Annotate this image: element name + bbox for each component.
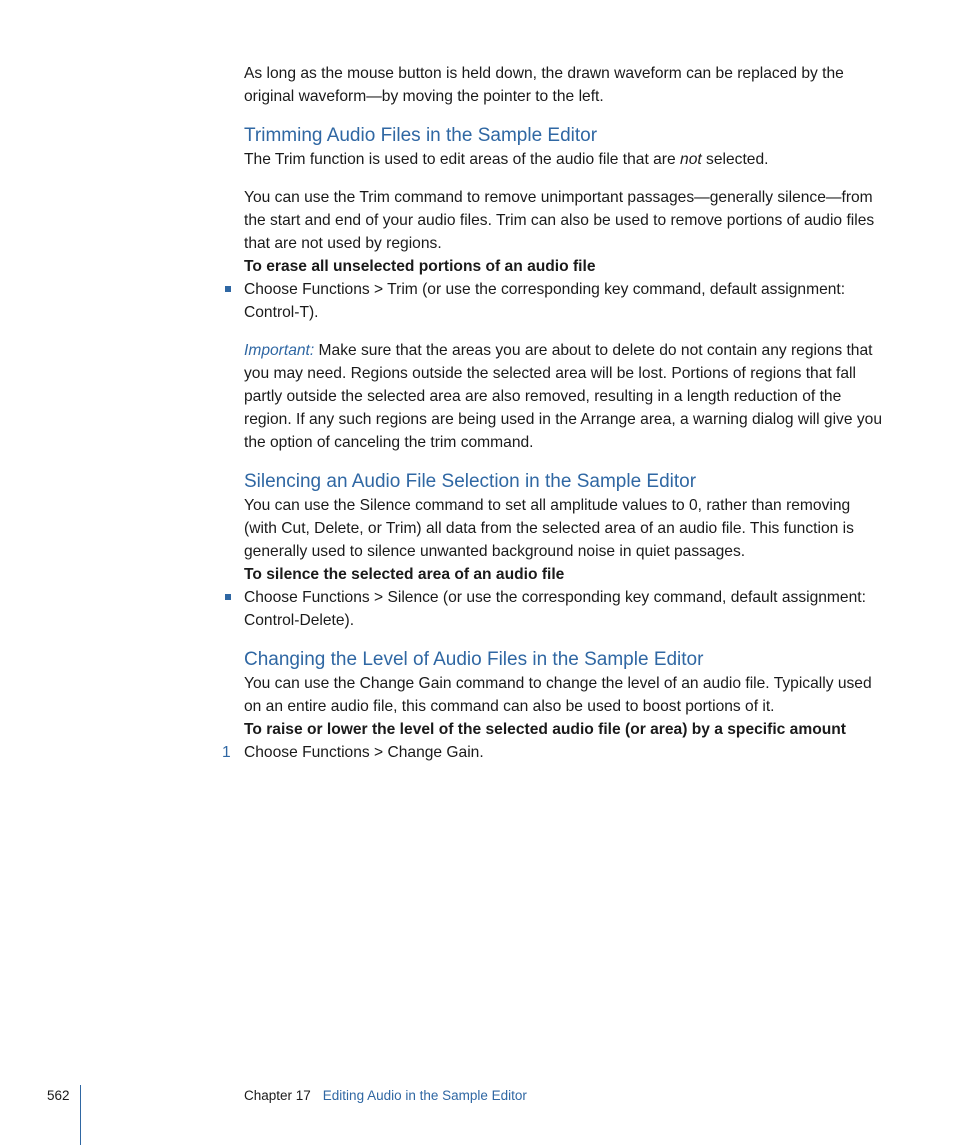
trim-paragraph-2: You can use the Trim command to remove unimportant passages—generally silence—from the start and end of your audio files. Trim can also be used to remove portions of audio files that are not used by regions. bbox=[244, 189, 875, 252]
important-label: Important: bbox=[244, 342, 315, 359]
emphasis-not: not bbox=[680, 151, 702, 168]
footer-chapter bbox=[244, 1087, 527, 1105]
silence-step-text: Choose Functions > Silence (or use the corresponding key command, default assignment: Control-Delete). bbox=[244, 589, 866, 629]
list-item-gain-step bbox=[222, 741, 884, 764]
important-text: Make sure that the areas you are about to delete do not contain any regions that you may need. Regions outside the selected area will be lost. Portions of regions that fall partly outside the selected area are also removed, resulting in a length reduction of the region. If any such regions are being used in the Arrange area, a warning dialog will give you the option of canceling the trim command. bbox=[244, 342, 883, 451]
silence-paragraph-1: You can use the Silence command to set all amplitude values to 0, rather than removing (with Cut, Delete, or Trim) all data from the selected area of an audio file. This function is generally used to silence unwanted background noise in quiet passages. bbox=[244, 497, 854, 560]
task-heading-silence: To silence the selected area of an audio file bbox=[244, 566, 565, 583]
footer-divider bbox=[80, 1085, 81, 1145]
intro-paragraph: As long as the mouse button is held down, the drawn waveform can be replaced by the original waveform—by moving the pointer to the left. bbox=[244, 65, 844, 105]
page-body bbox=[222, 62, 884, 764]
gain-step-text: Choose Functions > Change Gain. bbox=[244, 744, 484, 761]
section-heading-silence: Silencing an Audio File Selection in the Sample Editor bbox=[244, 471, 697, 492]
important-note bbox=[244, 339, 884, 454]
list-item-trim-step bbox=[244, 278, 884, 324]
chapter-label: Chapter 17 bbox=[244, 1088, 311, 1103]
section-heading-gain: Changing the Level of Audio Files in the Sample Editor bbox=[244, 649, 704, 670]
chapter-title: Editing Audio in the Sample Editor bbox=[322, 1088, 527, 1103]
task-heading-trim: To erase all unselected portions of an audio file bbox=[244, 258, 596, 275]
section-heading-trim: Trimming Audio Files in the Sample Editor bbox=[244, 125, 598, 146]
step-number: 1 bbox=[222, 744, 231, 761]
bullet-square-icon bbox=[225, 594, 231, 600]
page-number: 562 bbox=[47, 1088, 70, 1103]
list-item-silence-step bbox=[244, 586, 884, 632]
trim-step-text: Choose Functions > Trim (or use the corresponding key command, default assignment: Control-T). bbox=[244, 281, 846, 321]
gain-paragraph-1: You can use the Change Gain command to change the level of an audio file. Typically used on an entire audio file, this command can also be used to boost portions of it. bbox=[244, 675, 872, 715]
bullet-square-icon bbox=[225, 286, 231, 292]
task-heading-gain: To raise or lower the level of the selected audio file (or area) by a specific amount bbox=[244, 721, 846, 738]
trim-paragraph-1: The Trim function is used to edit areas of the audio file that are not selected. bbox=[244, 151, 769, 168]
